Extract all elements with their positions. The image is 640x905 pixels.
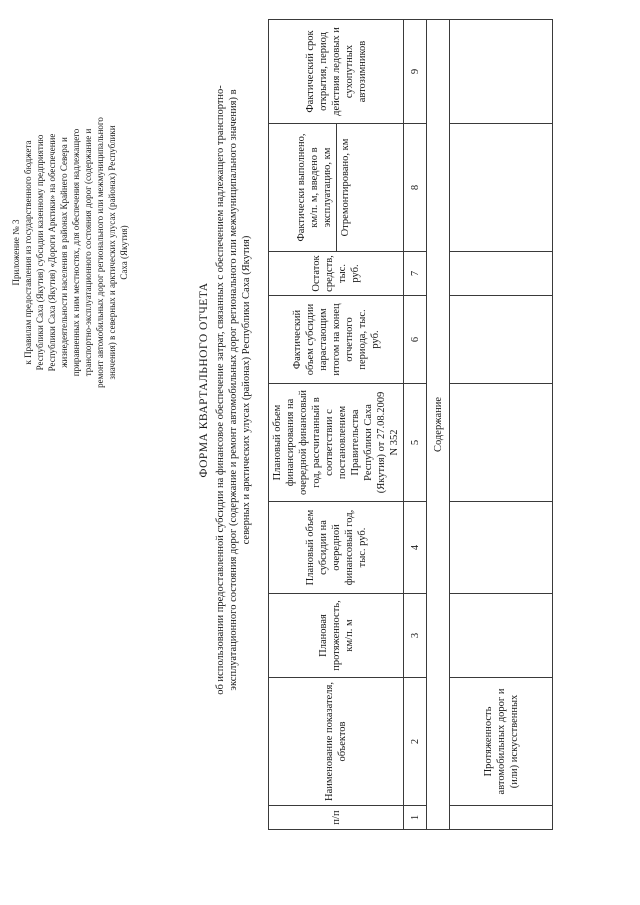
appendix-line: приравненных к ним местностях, для обеспечения надлежащего <box>71 128 81 377</box>
form-title: ФОРМА КВАРТАЛЬНОГО ОТЧЕТА <box>198 282 210 478</box>
table-cell <box>450 384 553 502</box>
row-label: Протяженность автомобильных дорог и (или) искусственных <box>450 678 553 806</box>
section-label: Содержание <box>427 20 450 830</box>
column-number: 2 <box>404 678 427 806</box>
header-col-4: Плановый объем субсидии на очередной финансовый год, тыс. руб. <box>269 502 404 594</box>
column-number: 1 <box>404 806 427 830</box>
table-cell <box>450 806 553 830</box>
column-number: 9 <box>404 20 427 124</box>
section-row <box>427 20 450 830</box>
column-number: 3 <box>404 594 427 678</box>
appendix-note <box>10 30 130 475</box>
subtitle-line: эксплуатационного состояния дорог (содержание и ремонт автомобильных дорог регионального или межмуниципального значения) в <box>228 89 239 691</box>
header-col-6: Фактический объем субсидии нарастающим итогом на конец отчетного периода, тыс. руб. <box>269 296 404 384</box>
header-col-8-top: Фактически выполнено, км/п. м, введено в эксплуатацию, км <box>269 124 337 252</box>
column-number: 5 <box>404 384 427 502</box>
table-cell <box>450 124 553 252</box>
appendix-line: транспортно-эксплуатационного состояния дорог (содержание и <box>83 128 93 377</box>
appendix-line: Саха (Якутия) <box>119 225 129 280</box>
column-number: 4 <box>404 502 427 594</box>
header-col-9: Фактический срок открытия, период действия ледовых и сухопутных автозимников <box>269 20 404 124</box>
report-table <box>268 19 553 830</box>
header-col-7: Остаток средств, тыс. руб. <box>269 252 404 296</box>
appendix-line: Приложение № 3 <box>11 219 21 286</box>
subtitle-line: северных и арктических улусах (районах) Республики Саха (Якутия) <box>241 235 252 545</box>
appendix-line: жизнедеятельности населения в районах Крайнего Севера и <box>59 137 69 368</box>
table-cell <box>450 252 553 296</box>
header-col-8-bottom: Отремонтировано, км <box>336 124 404 252</box>
table-row <box>450 20 553 830</box>
column-number: 8 <box>404 124 427 252</box>
appendix-line: значения) в северных и арктических улусах (районах) Республики <box>107 125 117 380</box>
column-number: 7 <box>404 252 427 296</box>
table-cell <box>450 20 553 124</box>
table-cell <box>450 502 553 594</box>
subtitle-line: об использовании предоставленной субсидии на финансовое обеспечение затрат, связанных с обеспечением надлежащего транспортно- <box>215 85 226 695</box>
column-number-row <box>404 20 427 830</box>
appendix-line: ремонт автомобильных дорог регионального или межмуниципального <box>95 117 105 388</box>
header-col-3: Плановая протяженность, км/п. м <box>269 594 404 678</box>
appendix-line: Республики Саха (Якутия) «Дороги Арктики» на обеспечение <box>47 133 57 372</box>
header-col-2: Наименование показателя, объектов <box>269 678 404 806</box>
table-cell <box>450 296 553 384</box>
header-row <box>269 20 337 830</box>
table-cell <box>450 594 553 678</box>
header-col-5: Плановый объем финансирования на очередной финансовый год, рассчитанный в соответствии с постановлением Правительства Республики Саха (Якутия) от 27.08.2009 N 352 <box>269 384 404 502</box>
appendix-line: к Правилам предоставления из государственного бюджета <box>23 140 33 365</box>
column-number: 6 <box>404 296 427 384</box>
appendix-line: Республики Саха (Якутия) субсидии казенному предприятию <box>35 134 45 371</box>
form-subtitle <box>214 5 253 775</box>
header-col-1: п/п <box>269 806 404 830</box>
